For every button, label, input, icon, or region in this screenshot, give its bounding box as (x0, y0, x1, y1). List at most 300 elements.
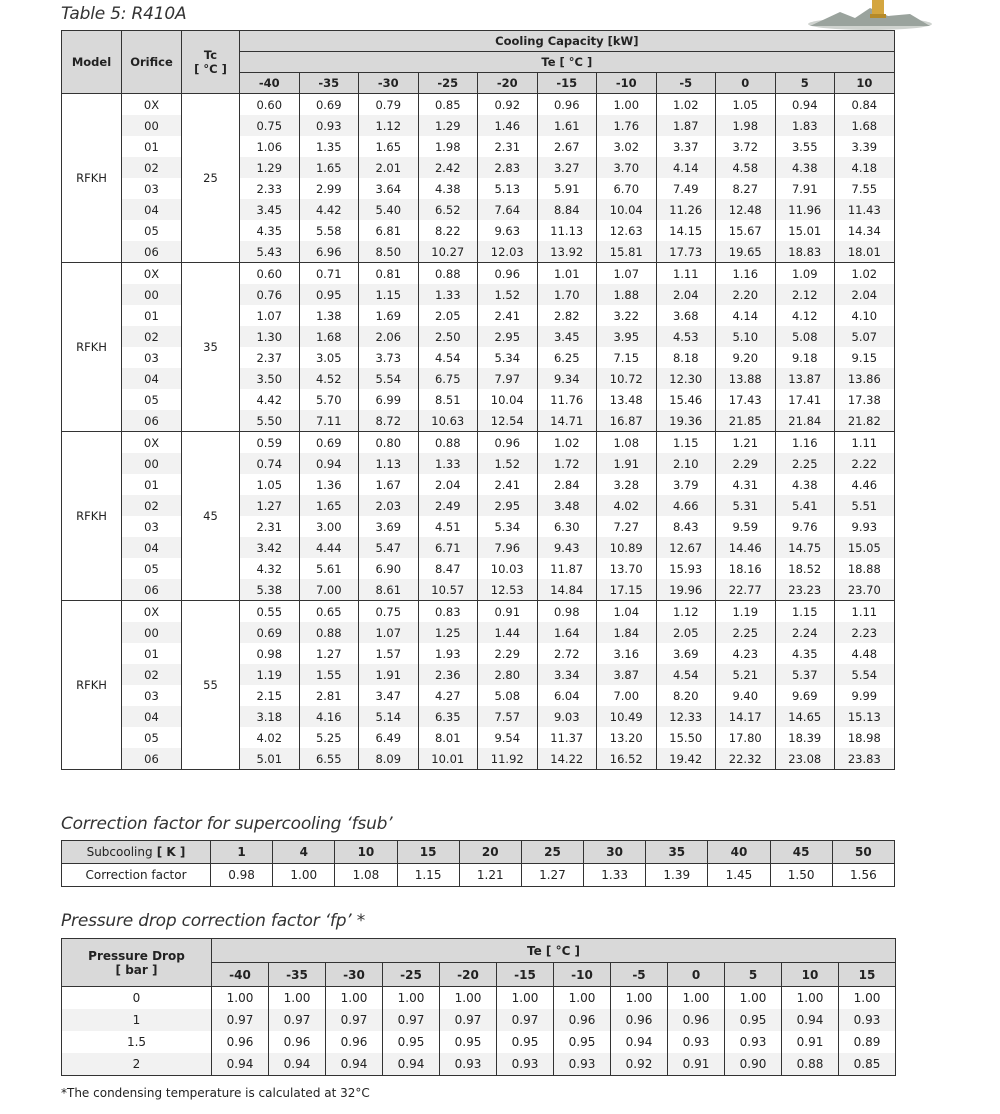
capacity-cell: 3.72 (716, 136, 776, 157)
capacity-cell: 6.71 (418, 537, 478, 558)
capacity-cell: 1.84 (597, 622, 657, 643)
orifice-header: Orifice (122, 31, 182, 94)
capacity-cell: 17.41 (775, 389, 835, 410)
capacity-cell: 1.15 (359, 284, 419, 305)
capacity-cell: 9.15 (835, 347, 895, 368)
te-column-header: 5 (775, 73, 835, 94)
capacity-cell: 4.38 (418, 178, 478, 199)
capacity-cell: 10.01 (418, 748, 478, 770)
cooling-capacity-header: Cooling Capacity [kW] (240, 31, 895, 52)
capacity-cell: 0.88 (418, 263, 478, 285)
fp-value-cell: 0.89 (839, 1031, 896, 1053)
capacity-cell: 8.84 (537, 199, 597, 220)
capacity-cell: 6.99 (359, 389, 419, 410)
capacity-cell: 5.31 (716, 495, 776, 516)
capacity-cell: 4.54 (656, 664, 716, 685)
correction-factor-value: 1.27 (521, 864, 583, 887)
subcooling-value: 50 (832, 841, 894, 864)
pressure-drop-header (62, 939, 212, 987)
capacity-cell: 1.33 (418, 453, 478, 474)
capacity-cell: 18.39 (775, 727, 835, 748)
correction-factor-value: 1.00 (273, 864, 335, 887)
capacity-cell: 14.17 (716, 706, 776, 727)
capacity-cell: 1.16 (775, 432, 835, 454)
fp-value-cell: 0.94 (611, 1031, 668, 1053)
orifice-cell: 02 (122, 157, 182, 178)
capacity-cell: 2.29 (478, 643, 538, 664)
capacity-cell: 1.93 (418, 643, 478, 664)
capacity-cell: 2.12 (775, 284, 835, 305)
tc-cell: 55 (182, 601, 240, 770)
capacity-cell: 6.25 (537, 347, 597, 368)
capacity-cell: 3.16 (597, 643, 657, 664)
capacity-cell: 23.70 (835, 579, 895, 601)
fp-value-cell: 0.96 (212, 1031, 269, 1053)
capacity-cell: 5.13 (478, 178, 538, 199)
capacity-cell: 2.04 (656, 284, 716, 305)
capacity-cell: 13.86 (835, 368, 895, 389)
capacity-cell: 7.97 (478, 368, 538, 389)
capacity-cell: 6.52 (418, 199, 478, 220)
expansion-valve-product-icon (800, 0, 935, 30)
capacity-cell: 2.80 (478, 664, 538, 685)
capacity-cell: 11.37 (537, 727, 597, 748)
fp-value-cell: 1.00 (497, 987, 554, 1010)
orifice-cell: 00 (122, 284, 182, 305)
capacity-cell: 3.22 (597, 305, 657, 326)
capacity-cell: 6.30 (537, 516, 597, 537)
capacity-cell: 19.96 (656, 579, 716, 601)
fp-value-cell: 0.90 (725, 1053, 782, 1076)
capacity-cell: 2.01 (359, 157, 419, 178)
model-cell: RFKH (62, 601, 122, 770)
capacity-cell: 1.29 (418, 115, 478, 136)
capacity-cell: 2.95 (478, 495, 538, 516)
capacity-cell: 0.93 (299, 115, 359, 136)
capacity-cell: 5.50 (240, 410, 300, 432)
capacity-cell: 15.67 (716, 220, 776, 241)
capacity-cell: 10.27 (418, 241, 478, 263)
capacity-cell: 1.57 (359, 643, 419, 664)
capacity-cell: 22.77 (716, 579, 776, 601)
fp-value-cell: 0.94 (326, 1053, 383, 1076)
capacity-cell: 13.92 (537, 241, 597, 263)
capacity-cell: 0.75 (240, 115, 300, 136)
orifice-cell: 0X (122, 263, 182, 285)
correction-factor-value: 1.08 (335, 864, 397, 887)
fp-value-cell: 1.00 (782, 987, 839, 1010)
fp-te-column-header: -20 (440, 963, 497, 987)
capacity-cell: 1.27 (299, 643, 359, 664)
capacity-cell: 1.52 (478, 284, 538, 305)
capacity-cell: 10.03 (478, 558, 538, 579)
subcooling-value: 45 (770, 841, 832, 864)
subcooling-value: 25 (521, 841, 583, 864)
fp-value-cell: 0.97 (212, 1009, 269, 1031)
capacity-cell: 8.18 (656, 347, 716, 368)
capacity-cell: 3.28 (597, 474, 657, 495)
capacity-cell: 1.19 (240, 664, 300, 685)
capacity-cell: 5.34 (478, 347, 538, 368)
fp-value-cell: 0.93 (668, 1031, 725, 1053)
footnote: *The condensing temperature is calculated at 32°C (61, 1086, 370, 1100)
subcooling-value: 10 (335, 841, 397, 864)
capacity-cell: 14.84 (537, 579, 597, 601)
capacity-cell: 1.08 (597, 432, 657, 454)
capacity-cell: 1.70 (537, 284, 597, 305)
capacity-cell: 6.70 (597, 178, 657, 199)
capacity-cell: 2.99 (299, 178, 359, 199)
correction-factor-value: 1.50 (770, 864, 832, 887)
capacity-cell: 9.59 (716, 516, 776, 537)
capacity-cell: 2.31 (240, 516, 300, 537)
capacity-cell: 15.05 (835, 537, 895, 558)
capacity-cell: 2.22 (835, 453, 895, 474)
fp-value-cell: 0.94 (212, 1053, 269, 1076)
capacity-cell: 1.02 (835, 263, 895, 285)
orifice-cell: 05 (122, 558, 182, 579)
subcooling-value: 40 (708, 841, 770, 864)
capacity-cell: 2.49 (418, 495, 478, 516)
capacity-cell: 17.38 (835, 389, 895, 410)
capacity-cell: 1.01 (537, 263, 597, 285)
capacity-cell: 5.21 (716, 664, 776, 685)
capacity-cell: 6.35 (418, 706, 478, 727)
capacity-cell: 15.13 (835, 706, 895, 727)
te-column-header: -30 (359, 73, 419, 94)
capacity-cell: 7.55 (835, 178, 895, 199)
capacity-cell: 1.68 (835, 115, 895, 136)
capacity-cell: 12.54 (478, 410, 538, 432)
capacity-cell: 3.02 (597, 136, 657, 157)
orifice-cell: 04 (122, 368, 182, 389)
capacity-cell: 2.25 (775, 453, 835, 474)
orifice-cell: 01 (122, 643, 182, 664)
fp-te-column-header: 5 (725, 963, 782, 987)
capacity-cell: 0.96 (478, 263, 538, 285)
capacity-cell: 12.03 (478, 241, 538, 263)
orifice-cell: 0X (122, 601, 182, 623)
capacity-cell: 5.51 (835, 495, 895, 516)
capacity-cell: 0.65 (299, 601, 359, 623)
capacity-cell: 1.44 (478, 622, 538, 643)
capacity-cell: 9.69 (775, 685, 835, 706)
table-row (62, 263, 895, 285)
capacity-cell: 1.11 (835, 601, 895, 623)
capacity-cell: 1.88 (597, 284, 657, 305)
subcooling-value: 30 (584, 841, 646, 864)
fp-value-cell: 0.95 (554, 1031, 611, 1053)
capacity-cell: 0.83 (418, 601, 478, 623)
pressure-drop-cell: 0 (62, 987, 212, 1010)
subcooling-value: 20 (459, 841, 521, 864)
capacity-cell: 18.16 (716, 558, 776, 579)
capacity-cell: 13.20 (597, 727, 657, 748)
capacity-cell: 4.38 (775, 474, 835, 495)
fp-te-column-header: 15 (839, 963, 896, 987)
fp-title: Pressure drop correction factor ‘fp’ * (61, 911, 366, 931)
subcooling-value: 15 (397, 841, 459, 864)
fp-value-cell: 0.93 (839, 1009, 896, 1031)
capacity-cell: 13.70 (597, 558, 657, 579)
fp-value-cell: 0.95 (440, 1031, 497, 1053)
cooling-capacity-table (61, 30, 895, 770)
capacity-cell: 3.34 (537, 664, 597, 685)
capacity-cell: 1.05 (716, 94, 776, 116)
capacity-cell: 2.41 (478, 474, 538, 495)
orifice-cell: 06 (122, 410, 182, 432)
capacity-cell: 9.99 (835, 685, 895, 706)
fp-value-cell: 0.88 (782, 1053, 839, 1076)
tc-cell: 25 (182, 94, 240, 263)
supercooling-correction-table (61, 840, 895, 887)
fp-value-cell: 0.94 (782, 1009, 839, 1031)
capacity-cell: 3.47 (359, 685, 419, 706)
capacity-cell: 4.32 (240, 558, 300, 579)
capacity-cell: 7.27 (597, 516, 657, 537)
capacity-cell: 21.84 (775, 410, 835, 432)
capacity-cell: 8.20 (656, 685, 716, 706)
capacity-cell: 7.11 (299, 410, 359, 432)
capacity-cell: 2.04 (418, 474, 478, 495)
capacity-cell: 10.89 (597, 537, 657, 558)
capacity-cell: 10.63 (418, 410, 478, 432)
fsub-title: Correction factor for supercooling ‘fsub’ (61, 814, 393, 834)
capacity-cell: 15.01 (775, 220, 835, 241)
capacity-cell: 3.18 (240, 706, 300, 727)
capacity-cell: 0.94 (775, 94, 835, 116)
capacity-cell: 16.87 (597, 410, 657, 432)
orifice-cell: 01 (122, 305, 182, 326)
orifice-cell: 01 (122, 474, 182, 495)
orifice-cell: 03 (122, 516, 182, 537)
capacity-cell: 2.83 (478, 157, 538, 178)
capacity-cell: 7.91 (775, 178, 835, 199)
capacity-cell: 2.82 (537, 305, 597, 326)
capacity-cell: 1.15 (656, 432, 716, 454)
orifice-cell: 06 (122, 241, 182, 263)
capacity-cell: 4.02 (597, 495, 657, 516)
capacity-cell: 2.67 (537, 136, 597, 157)
capacity-cell: 21.85 (716, 410, 776, 432)
subcooling-value: 35 (646, 841, 708, 864)
capacity-cell: 0.81 (359, 263, 419, 285)
capacity-cell: 0.85 (418, 94, 478, 116)
capacity-cell: 0.79 (359, 94, 419, 116)
capacity-cell: 1.36 (299, 474, 359, 495)
capacity-cell: 4.44 (299, 537, 359, 558)
orifice-cell: 03 (122, 178, 182, 199)
pressure-drop-cell: 1 (62, 1009, 212, 1031)
correction-factor-label: Correction factor (62, 864, 211, 887)
fp-value-cell: 0.96 (668, 1009, 725, 1031)
capacity-cell: 0.91 (478, 601, 538, 623)
capacity-cell: 18.52 (775, 558, 835, 579)
capacity-cell: 1.13 (359, 453, 419, 474)
capacity-cell: 13.88 (716, 368, 776, 389)
capacity-cell: 8.51 (418, 389, 478, 410)
orifice-cell: 04 (122, 706, 182, 727)
capacity-cell: 0.60 (240, 263, 300, 285)
capacity-cell: 3.45 (240, 199, 300, 220)
fp-te-column-header: -35 (269, 963, 326, 987)
capacity-cell: 0.92 (478, 94, 538, 116)
capacity-cell: 2.42 (418, 157, 478, 178)
capacity-cell: 8.22 (418, 220, 478, 241)
capacity-cell: 2.31 (478, 136, 538, 157)
capacity-cell: 6.04 (537, 685, 597, 706)
capacity-cell: 10.57 (418, 579, 478, 601)
capacity-cell: 3.87 (597, 664, 657, 685)
capacity-cell: 13.87 (775, 368, 835, 389)
subcooling-value: 1 (211, 841, 273, 864)
capacity-cell: 4.48 (835, 643, 895, 664)
capacity-cell: 3.45 (537, 326, 597, 347)
fp-value-cell: 0.94 (383, 1053, 440, 1076)
capacity-cell: 0.55 (240, 601, 300, 623)
fp-value-cell: 1.00 (326, 987, 383, 1010)
capacity-cell: 2.81 (299, 685, 359, 706)
capacity-cell: 8.01 (418, 727, 478, 748)
capacity-cell: 8.47 (418, 558, 478, 579)
capacity-cell: 11.43 (835, 199, 895, 220)
orifice-cell: 00 (122, 453, 182, 474)
capacity-cell: 9.20 (716, 347, 776, 368)
fp-value-cell: 0.96 (554, 1009, 611, 1031)
capacity-cell: 1.91 (359, 664, 419, 685)
tc-cell: 35 (182, 263, 240, 432)
capacity-cell: 14.34 (835, 220, 895, 241)
capacity-cell: 2.41 (478, 305, 538, 326)
capacity-cell: 2.04 (835, 284, 895, 305)
capacity-cell: 1.83 (775, 115, 835, 136)
fp-te-column-header: 10 (782, 963, 839, 987)
capacity-cell: 11.96 (775, 199, 835, 220)
fp-value-cell: 0.96 (269, 1031, 326, 1053)
capacity-cell: 0.84 (835, 94, 895, 116)
capacity-cell: 2.33 (240, 178, 300, 199)
capacity-cell: 7.49 (656, 178, 716, 199)
capacity-cell: 12.67 (656, 537, 716, 558)
capacity-cell: 5.10 (716, 326, 776, 347)
model-cell: RFKH (62, 263, 122, 432)
capacity-cell: 3.05 (299, 347, 359, 368)
capacity-cell: 5.38 (240, 579, 300, 601)
capacity-cell: 0.76 (240, 284, 300, 305)
orifice-cell: 0X (122, 432, 182, 454)
te-column-header: -10 (597, 73, 657, 94)
model-header: Model (62, 31, 122, 94)
capacity-cell: 4.35 (240, 220, 300, 241)
capacity-cell: 1.11 (656, 263, 716, 285)
capacity-cell: 10.04 (597, 199, 657, 220)
capacity-cell: 12.63 (597, 220, 657, 241)
capacity-cell: 1.29 (240, 157, 300, 178)
fp-value-cell: 0.97 (326, 1009, 383, 1031)
fp-row (62, 1031, 896, 1053)
capacity-cell: 7.00 (299, 579, 359, 601)
capacity-cell: 11.92 (478, 748, 538, 770)
fp-value-cell: 0.93 (440, 1053, 497, 1076)
capacity-cell: 3.50 (240, 368, 300, 389)
capacity-cell: 4.51 (418, 516, 478, 537)
orifice-cell: 05 (122, 727, 182, 748)
orifice-cell: 02 (122, 326, 182, 347)
orifice-cell: 04 (122, 537, 182, 558)
capacity-cell: 17.80 (716, 727, 776, 748)
fp-value-cell: 1.00 (668, 987, 725, 1010)
capacity-cell: 5.61 (299, 558, 359, 579)
capacity-cell: 14.71 (537, 410, 597, 432)
table-row (62, 94, 895, 116)
capacity-cell: 1.00 (597, 94, 657, 116)
capacity-cell: 18.88 (835, 558, 895, 579)
subcooling-value: 4 (273, 841, 335, 864)
orifice-cell: 05 (122, 220, 182, 241)
capacity-cell: 4.42 (299, 199, 359, 220)
capacity-cell: 4.16 (299, 706, 359, 727)
fp-te-column-header: 0 (668, 963, 725, 987)
capacity-cell: 1.07 (597, 263, 657, 285)
capacity-cell: 6.96 (299, 241, 359, 263)
capacity-cell: 1.16 (716, 263, 776, 285)
capacity-cell: 2.24 (775, 622, 835, 643)
fp-value-cell: 1.00 (383, 987, 440, 1010)
capacity-cell: 5.34 (478, 516, 538, 537)
fp-value-cell: 0.96 (326, 1031, 383, 1053)
capacity-cell: 5.25 (299, 727, 359, 748)
capacity-cell: 4.66 (656, 495, 716, 516)
fp-value-cell: 1.00 (269, 987, 326, 1010)
capacity-cell: 0.98 (537, 601, 597, 623)
capacity-cell: 3.95 (597, 326, 657, 347)
capacity-cell: 1.09 (775, 263, 835, 285)
capacity-cell: 18.98 (835, 727, 895, 748)
capacity-cell: 7.96 (478, 537, 538, 558)
capacity-cell: 0.96 (478, 432, 538, 454)
capacity-cell: 1.02 (537, 432, 597, 454)
capacity-cell: 1.06 (240, 136, 300, 157)
capacity-cell: 1.68 (299, 326, 359, 347)
capacity-cell: 23.83 (835, 748, 895, 770)
capacity-cell: 5.54 (835, 664, 895, 685)
correction-factor-value: 1.33 (584, 864, 646, 887)
capacity-cell: 2.20 (716, 284, 776, 305)
capacity-cell: 1.76 (597, 115, 657, 136)
capacity-cell: 1.65 (299, 157, 359, 178)
fp-value-cell: 1.00 (839, 987, 896, 1010)
capacity-cell: 1.25 (418, 622, 478, 643)
capacity-cell: 3.42 (240, 537, 300, 558)
capacity-cell: 1.12 (359, 115, 419, 136)
capacity-cell: 5.91 (537, 178, 597, 199)
fp-value-cell: 0.92 (611, 1053, 668, 1076)
capacity-cell: 9.18 (775, 347, 835, 368)
fp-value-cell: 0.91 (668, 1053, 725, 1076)
capacity-cell: 5.07 (835, 326, 895, 347)
capacity-cell: 1.69 (359, 305, 419, 326)
fp-value-cell: 1.00 (554, 987, 611, 1010)
capacity-cell: 1.52 (478, 453, 538, 474)
capacity-cell: 6.49 (359, 727, 419, 748)
capacity-cell: 9.63 (478, 220, 538, 241)
pressure-drop-label: Pressure Drop (88, 948, 185, 963)
capacity-cell: 8.61 (359, 579, 419, 601)
fp-value-cell: 0.97 (497, 1009, 554, 1031)
capacity-cell: 4.02 (240, 727, 300, 748)
capacity-cell: 2.05 (656, 622, 716, 643)
capacity-cell: 3.27 (537, 157, 597, 178)
